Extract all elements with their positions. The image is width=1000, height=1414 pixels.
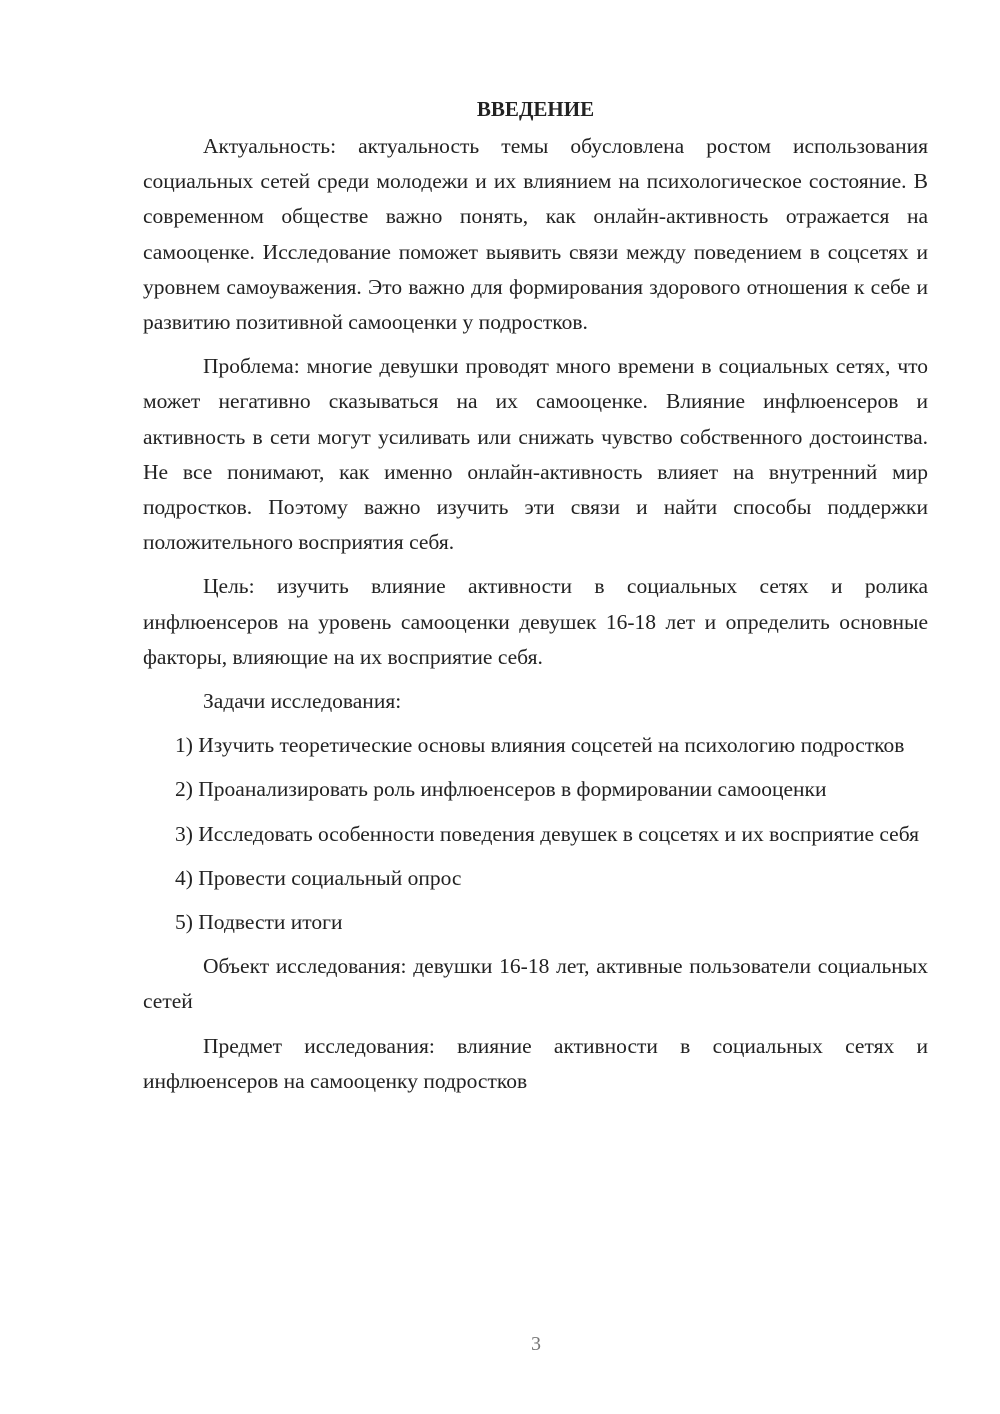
page-number: 3 (531, 1333, 541, 1355)
document-body (143, 92, 928, 1108)
object-paragraph: Объект исследования: девушки 16-18 лет, активные пользователи социальных сетей (143, 954, 928, 1014)
task-item-2: 2) Проанализировать роль инфлюенсеров в формировании самооценки (175, 777, 827, 802)
goal-paragraph: Цель: изучить влияние активности в социальных сетях и ролика инфлюенсеров на уровень самооценки девушек 16-18 лет и определить основные факторы, влияющие на их восприятие себя. (143, 574, 928, 669)
problem-paragraph: Проблема: многие девушки проводят много времени в социальных сетях, что может негативно сказываться на их самооценке. Влияние инфлюенсеров и активность в сети могут усиливать или снижать чувство собственного достоинства. Не все понимают, как именно онлайн-активность влияет на внутренний мир подростков. Поэтому важно изучить эти связи и найти способы поддержки положительного восприятия себя. (143, 354, 928, 555)
task-item-4: 4) Провести социальный опрос (175, 865, 462, 890)
task-item-1: 1) Изучить теоретические основы влияния соцсетей на психологию подростков (175, 733, 905, 758)
tasks-heading: Задачи исследования: (203, 689, 402, 714)
relevance-paragraph: Актуальность: актуальность темы обусловлена ростом использования социальных сетей среди молодежи и их влиянием на психологическое состояние. В современном обществе важно понять, как онлайн-активность отражается на самооценке. Исследование поможет выявить связи между поведением в соцсетях и уровнем самоуважения. Это важно для формирования здорового отношения к себе и развитию позитивной самооценки у подростков. (143, 134, 928, 335)
page-title: ВВЕДЕНИЕ (476, 97, 595, 121)
task-item-3: 3) Исследовать особенности поведения девушек в соцсетях и их восприятие себя (175, 821, 920, 846)
task-item-5: 5) Подвести итоги (175, 910, 343, 935)
subject-paragraph: Предмет исследования: влияние активности в социальных сетях и инфлюенсеров на самооценку подростков (143, 1033, 928, 1093)
